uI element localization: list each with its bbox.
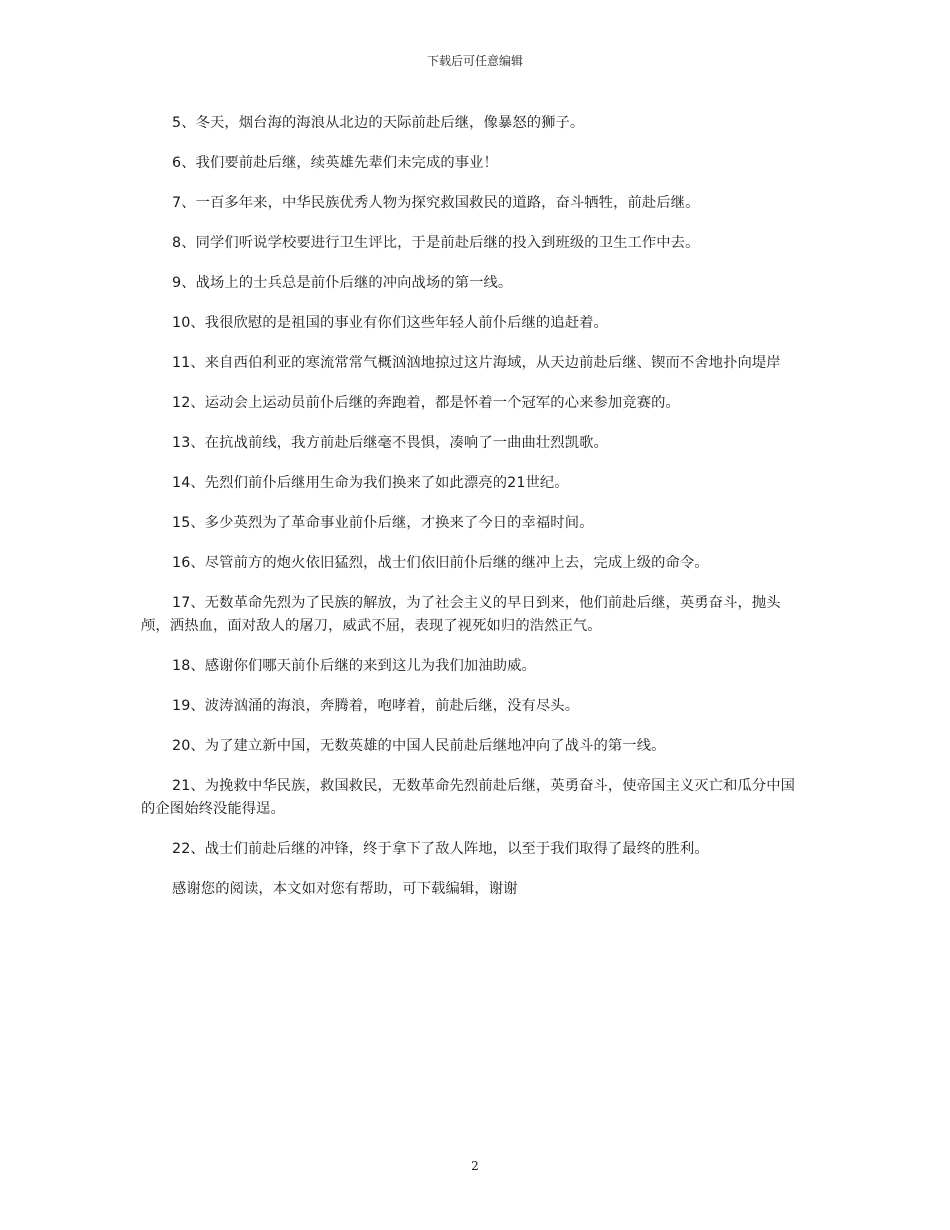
page-header: 下载后可任意编辑 bbox=[426, 54, 523, 68]
sentence-15: 15、多少英烈为了革命事业前仆后继，才换来了今日的幸福时间。 bbox=[172, 515, 594, 531]
sentence-13: 13、在抗战前线，我方前赴后继毫不畏惧，凑响了一曲曲壮烈凯歌。 bbox=[172, 435, 608, 451]
sentence-17: 17、无数革命先烈为了民族的解放，为了社会主义的早日到来，他们前赴后继，英勇奋斗，抛头颅，洒热血，面对敌人的屠刀，威武不屈，表现了视死如归的浩然正气。 bbox=[141, 595, 781, 634]
closing-note: 感谢您的阅读，本文如对您有帮助，可下载编辑，谢谢 bbox=[172, 881, 518, 897]
sentence-8: 8、同学们听说学校要进行卫生评比，于是前赴后继的投入到班级的卫生工作中去。 bbox=[172, 235, 700, 251]
sentence-7: 7、一百多年来，中华民族优秀人物为探究救国救民的道路，奋斗牺牲，前赴后继。 bbox=[172, 195, 700, 211]
sentence-16: 16、尽管前方的炮火依旧猛烈，战士们依旧前仆后继的继冲上去，完成上级的命令。 bbox=[172, 555, 709, 571]
sentence-9: 9、战场上的士兵总是前仆后继的冲向战场的第一线。 bbox=[172, 275, 513, 291]
sentence-11: 11、来自西伯利亚的寒流常常气概汹汹地掠过这片海域，从天边前赴后继、锲而不舍地扑向堤岸 bbox=[172, 355, 781, 371]
sentence-14: 14、先烈们前仆后继用生命为我们换来了如此漂亮的21世纪。 bbox=[172, 475, 569, 491]
sentence-19: 19、波涛汹涌的海浪，奔腾着，咆哮着，前赴后继，没有尽头。 bbox=[172, 698, 580, 714]
document-body bbox=[141, 112, 797, 918]
sentence-20: 20、为了建立新中国，无数英雄的中国人民前赴后继地冲向了战斗的第一线。 bbox=[172, 738, 666, 754]
sentence-5: 5、冬天，烟台海的海浪从北边的天际前赴后继，像暴怒的狮子。 bbox=[172, 115, 585, 131]
sentence-6: 6、我们要前赴后继，续英雄先辈们未完成的事业！ bbox=[172, 155, 498, 171]
sentence-12: 12、运动会上运动员前仆后继的奔跑着，都是怀着一个冠军的心来参加竞赛的。 bbox=[172, 395, 680, 411]
sentence-22: 22、战士们前赴后继的冲锋，终于拿下了敌人阵地，以至于我们取得了最终的胜利。 bbox=[172, 841, 709, 857]
sentence-18: 18、感谢你们哪天前仆后继的来到这儿为我们加油助威。 bbox=[172, 658, 536, 674]
sentence-21: 21、为挽救中华民族，救国救民，无数革命先烈前赴后继，英勇奋斗，使帝国主义灭亡和瓜分中国的企图始终没能得逞。 bbox=[141, 778, 796, 817]
page-number: 2 bbox=[471, 1159, 479, 1173]
sentence-10: 10、我很欣慰的是祖国的事业有你们这些年轻人前仆后继的追赶着。 bbox=[172, 315, 608, 331]
